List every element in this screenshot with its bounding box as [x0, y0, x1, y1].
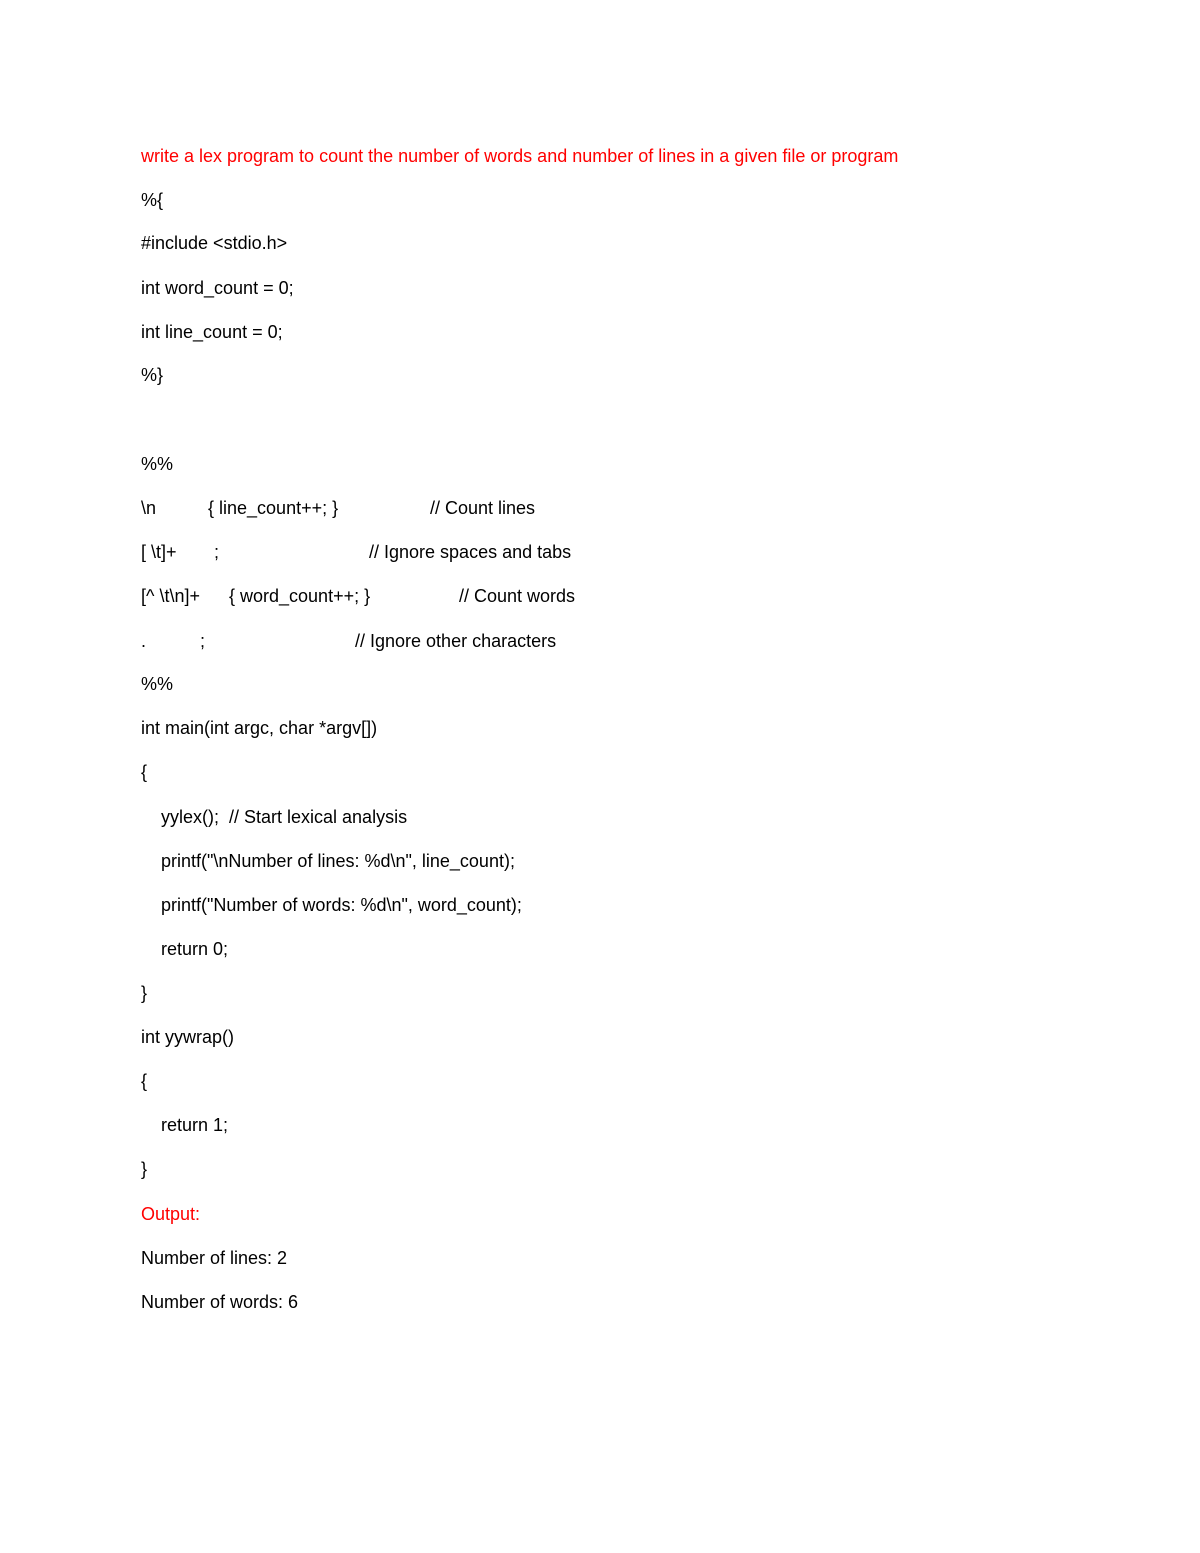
code-yywrap-body: return 1; — [161, 1115, 229, 1135]
code-main-signature: int main(int argc, char *argv[]) — [141, 718, 378, 738]
code-main-body-line: printf("Number of words: %d\n", word_count); — [161, 895, 522, 915]
rule-action: { line_count++; } — [208, 498, 339, 518]
code-decl-close: %} — [141, 365, 164, 385]
document-title: write a lex program to count the number of words and number of lines in a given file or program — [141, 146, 899, 166]
code-word-count-decl: int word_count = 0; — [141, 278, 294, 298]
code-include: #include <stdio.h> — [141, 233, 288, 253]
rule-action: ; — [200, 631, 206, 651]
code-rules-open: %% — [141, 454, 174, 474]
code-main-close-brace: } — [141, 983, 148, 1003]
output-label: Output: — [141, 1204, 201, 1224]
rule-pattern: [^ \t\n]+ — [141, 586, 200, 606]
code-yywrap-close-brace: } — [141, 1159, 148, 1179]
rule-action: ; — [214, 542, 220, 562]
code-line-count-decl: int line_count = 0; — [141, 322, 283, 342]
code-main-body-line: yylex(); // Start lexical analysis — [161, 807, 408, 827]
lex-rule — [141, 541, 741, 563]
code-main-open-brace: { — [141, 762, 148, 782]
lex-rule — [141, 630, 741, 652]
rule-comment: // Count words — [459, 586, 576, 606]
output-line: Number of lines: 2 — [141, 1248, 288, 1268]
code-main-body-line: printf("\nNumber of lines: %d\n", line_count); — [161, 851, 515, 871]
lex-rule — [141, 585, 741, 607]
code-main-body-line: return 0; — [161, 939, 229, 959]
rule-comment: // Ignore spaces and tabs — [369, 542, 572, 562]
code-yywrap-open-brace: { — [141, 1071, 148, 1091]
code-rules-close: %% — [141, 674, 174, 694]
rule-comment: // Ignore other characters — [355, 631, 557, 651]
rule-action: { word_count++; } — [229, 586, 371, 606]
output-line: Number of words: 6 — [141, 1292, 299, 1312]
code-yywrap-signature: int yywrap() — [141, 1027, 235, 1047]
code-decl-open: %{ — [141, 190, 164, 210]
rule-pattern: \n — [141, 498, 157, 518]
rule-comment: // Count lines — [430, 498, 536, 518]
rule-pattern: [ \t]+ — [141, 542, 177, 562]
rule-pattern: . — [141, 631, 147, 651]
lex-rule — [141, 497, 741, 519]
